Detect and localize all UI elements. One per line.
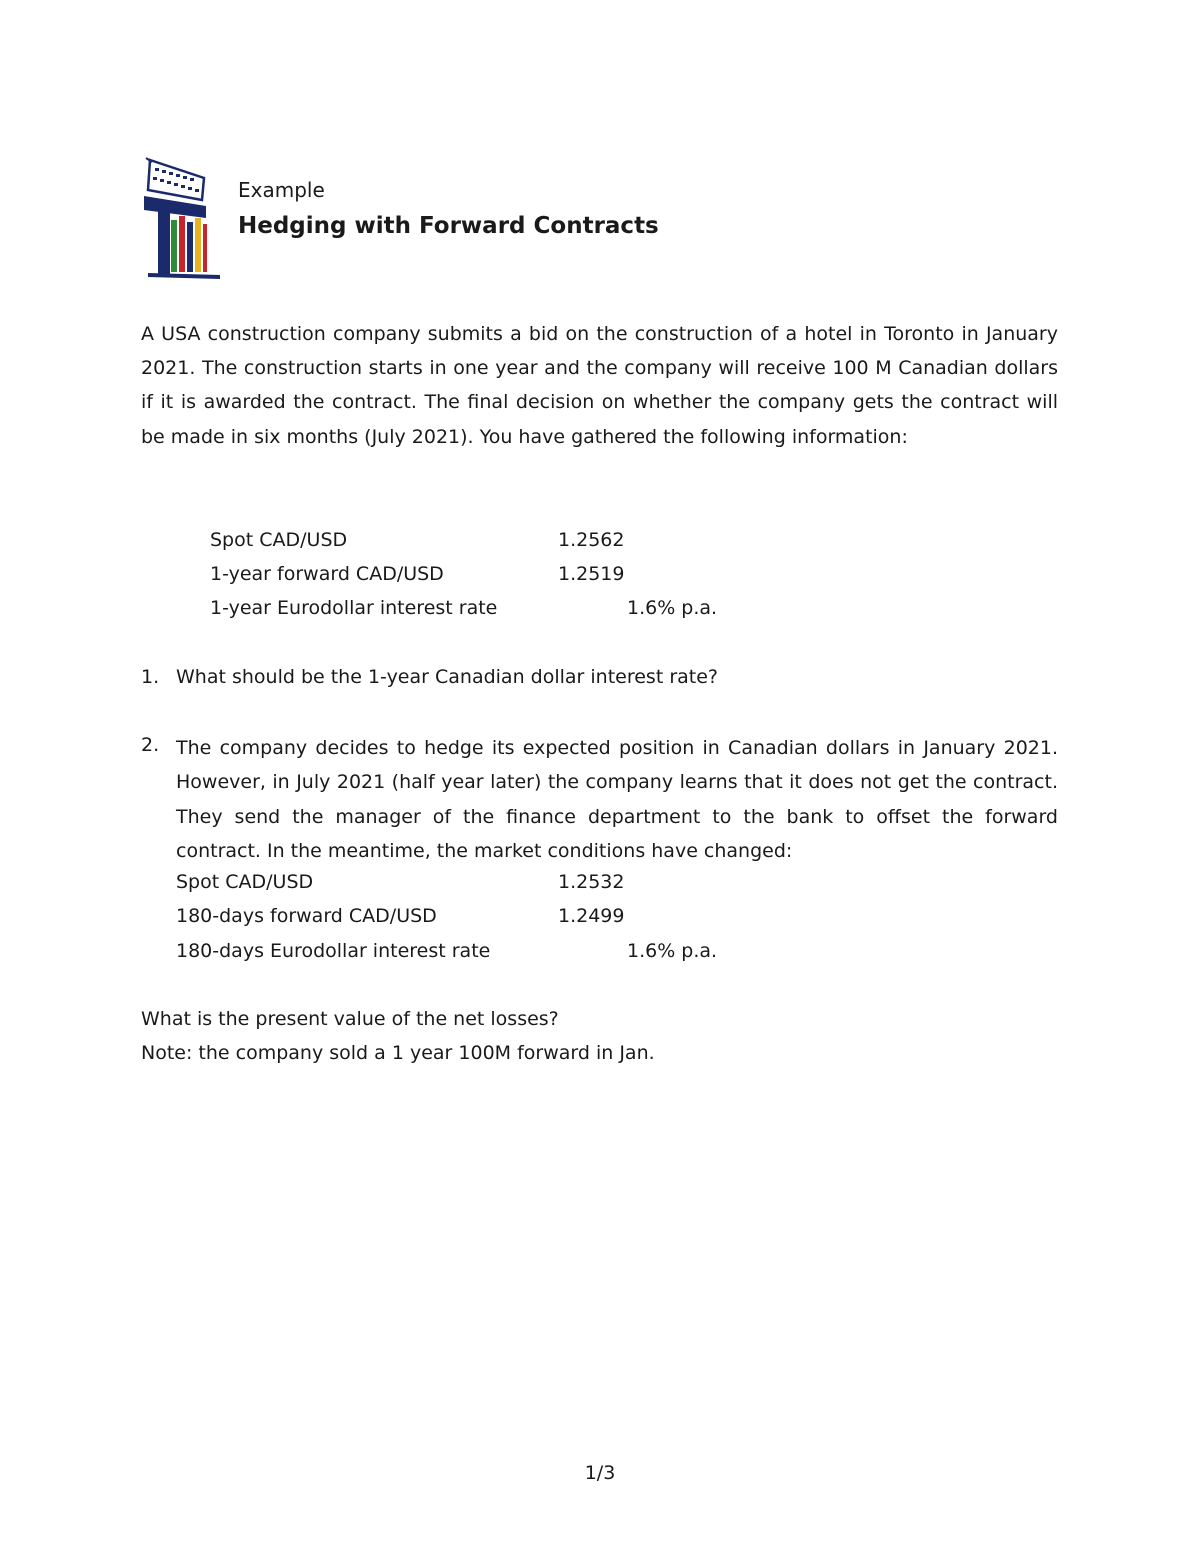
market-value: 1.2499 (558, 905, 625, 927)
question-text: What should be the 1-year Canadian dollar interest rate? (176, 666, 719, 688)
intro-paragraph: A USA construction company submits a bid on the construction of a hotel in Toronto in January 2021. The construction starts in one year and the company will receive 100 M Canadian dollars if it is awarded the contract. The final decision on whether the company gets the contract will be made in six months (July 2021). You have gathered the following information: (141, 323, 1058, 448)
closing-question: What is the present value of the net losses? (141, 1008, 559, 1030)
market-value: 1.2519 (558, 563, 625, 585)
market-label: 180-days Eurodollar interest rate (176, 940, 491, 962)
page-title: Hedging with Forward Contracts (238, 213, 659, 239)
market-value: 1.6% p.a. (627, 597, 718, 619)
building-bars-logo-icon (140, 156, 222, 282)
question-number: 1. (141, 666, 160, 688)
market-value: 1.2532 (558, 871, 625, 893)
closing-note: Note: the company sold a 1 year 100M forward in Jan. (141, 1042, 655, 1064)
market-value: 1.2562 (558, 529, 625, 551)
question-text: The company decides to hedge its expected position in Canadian dollars in January 2021. However, in July 2021 (half year later) the company learns that it does not get the contract. They send the manager of the finance department to the bank to offset the forward contract. In the meantime, the market conditions have changed: (176, 737, 1058, 862)
market-label: 1-year forward CAD/USD (210, 563, 444, 585)
market-label: Spot CAD/USD (176, 871, 314, 893)
market-label: 180-days forward CAD/USD (176, 905, 437, 927)
market-label: 1-year Eurodollar interest rate (210, 597, 498, 619)
market-label: Spot CAD/USD (210, 529, 348, 551)
question-number: 2. (141, 734, 160, 756)
page-number: 1/3 (584, 1462, 616, 1484)
section-label: Example (238, 178, 325, 202)
market-value: 1.6% p.a. (627, 940, 718, 962)
